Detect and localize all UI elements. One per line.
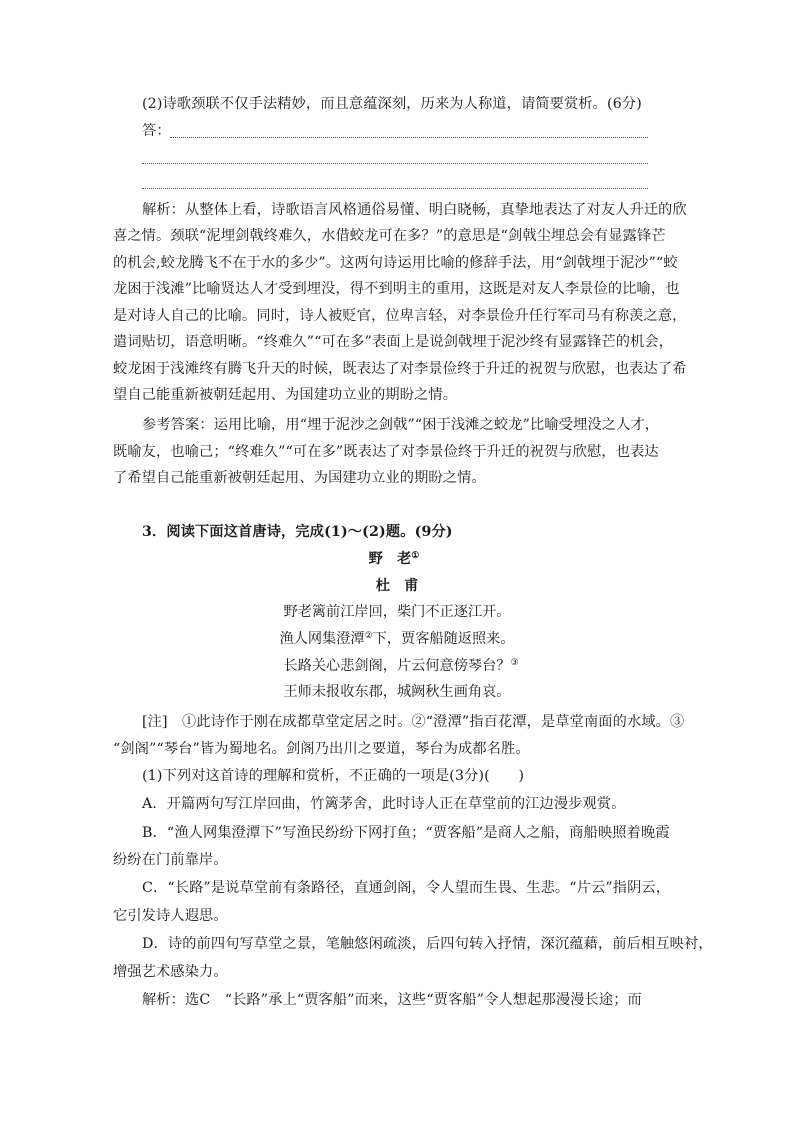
analysis-line: 解析：从整体上看，诗歌语言风格通俗易懂、明白晓畅，真挚地表达了对友人升迁的欣: [142, 202, 687, 218]
answer-label: 答：: [142, 123, 171, 139]
poem-title: [0, 549, 791, 569]
question-2-prompt: (2)诗歌颈联不仅手法精妙，而且意蕴深刻，历来为人称道，请简要赏析。(6分): [142, 96, 642, 112]
analysis-line: 遣词贴切，语意明晰。“终难久”“可在多”表面上是说剑戟埋于泥沙终有显露锋芒的机会，: [113, 334, 674, 350]
option-b-cont: 纷纷在门前靠岸。: [113, 852, 228, 868]
footnote-mark: ③: [510, 658, 519, 668]
option-c-cont: 它引发诗人遐思。: [113, 908, 228, 924]
poem-author: 杜 甫: [375, 578, 419, 594]
answer-line[interactable]: [170, 137, 648, 138]
reference-line: 参考答案：运用比喻，用“埋于泥沙之剑戟”“困于浅滩之蛟龙”比喻受埋没之人才，: [142, 417, 660, 433]
analysis-line: 的机会,蛟龙腾飞不在于水的多少”。这两句诗运用比喻的修辞手法，用“剑戟埋于泥沙”“蛟: [113, 255, 678, 271]
footnote-mark: ①: [411, 551, 420, 561]
poem-line-part: 渔人网集澄潭: [279, 631, 365, 647]
poem-line: 王师未报收东郡，城阙秋生画角哀。: [283, 684, 511, 700]
analysis-line: 蛟龙困于浅滩终有腾飞升天的时候，既表达了对李景俭终于升迁的祝贺与欣慰，也表达了希: [113, 361, 687, 377]
reference-line: 既喻友，也喻己；“终难久”“可在多”既表达了对李景俭终于升迁的祝贺与欣慰，也表达: [113, 444, 659, 460]
notes-line: “剑阁”“琴台”皆为蜀地名。剑阁乃出川之要道，琴台为成都名胜。: [113, 741, 530, 757]
option-b: B．“渔人网集澄潭下”写渔民纷纷下网打鱼；“贾客船”是商人之船，商船映照着晚霞: [142, 825, 670, 841]
option-c: C．“长路”是说草堂前有条路径，直通剑阁，令人望而生畏、生悲。“片云”指阴云，: [142, 880, 671, 896]
sub1-analysis: 解析：选C “长路”承上“贾客船”而来，这些“贾客船”令人想起那漫漫长途；而: [142, 992, 642, 1008]
poem-line-part: 长路关心悲剑阁，片云何意傍琴台？: [283, 658, 511, 674]
footnote-mark: ②: [364, 631, 373, 641]
analysis-line: 是对诗人自己的比喻。同时，诗人被贬官，位卑言轻，对李景俭升任行军司马有称羡之意，: [113, 308, 687, 324]
poem-line: [4, 656, 794, 676]
option-d: D．诗的前四句写草堂之景，笔触悠闲疏淡，后四句转入抒情，深沉蕴藉，前后相互映衬，: [142, 936, 713, 952]
option-d-cont: 增强艺术感染力。: [113, 964, 228, 980]
question-3-heading: 3．阅读下面这首唐诗，完成(1)～(2)题。(9分): [142, 524, 453, 540]
answer-line[interactable]: [142, 188, 648, 189]
analysis-line: 龙困于浅滩”比喻贤达人才受到埋没，得不到明主的重用，这既是对友人李景俭的比喻，也: [113, 281, 680, 297]
poem-line: [0, 629, 794, 649]
sub-question-1: (1)下列对这首诗的理解和赏析，不正确的一项是(3分)( ): [142, 768, 525, 784]
poem-title-text: 野 老: [368, 551, 412, 567]
poem-line-part: 下，贾客船随返照来。: [372, 631, 515, 647]
notes-line: [注] ①此诗作于刚在成都草堂定居之时。②“澄潭”指百花潭，是草堂南面的水域。③: [142, 714, 685, 730]
analysis-line: 望自己能重新被朝廷起用、为国建功立业的期盼之情。: [113, 387, 458, 403]
analysis-line: 喜之情。颈联“泥埋剑戟终难久，水借蛟龙可在多？”的意思是“剑戟尘埋总会有显露锋芒: [113, 228, 666, 244]
answer-line[interactable]: [142, 163, 648, 164]
option-a: A．开篇两句写江岸回曲，竹篱茅舍，此时诗人正在草堂前的江边漫步观赏。: [142, 796, 626, 812]
poem-line: 野老篱前江岸回，柴门不正逐江开。: [283, 604, 511, 620]
reference-line: 了希望自己能重新被朝廷起用、为国建功立业的期盼之情。: [113, 470, 486, 486]
